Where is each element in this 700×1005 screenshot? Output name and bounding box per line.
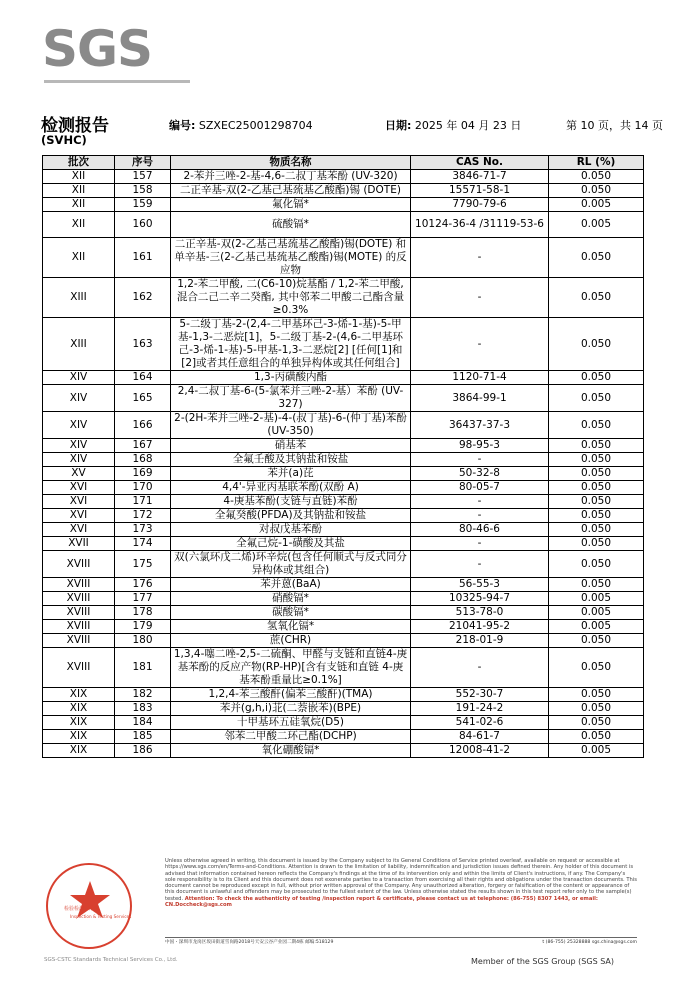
report-number-label: 编号:	[169, 119, 196, 132]
cell-rl: 0.050	[549, 467, 644, 481]
seal-en-text: Inspection & Testing Services	[70, 914, 132, 919]
table-header-row	[43, 156, 644, 170]
cell-no: 163	[115, 318, 171, 371]
cell-batch: XVI	[43, 481, 115, 495]
inspection-seal	[44, 863, 178, 963]
cell-substance: 2-(2H-苯并三唑-2-基)-4-(叔丁基)-6-(仲丁基)苯酚 (UV-350)	[171, 412, 411, 439]
cell-batch: XIV	[43, 371, 115, 385]
cell-batch: XVIII	[43, 578, 115, 592]
cell-cas: -	[411, 551, 549, 578]
cell-cas: -	[411, 537, 549, 551]
table-row	[43, 509, 644, 523]
page-indicator: 第 10 页，共 14 页	[566, 119, 663, 132]
cell-rl: 0.050	[549, 453, 644, 467]
cell-substance: 苯并(g,h,i)苝(二萘嵌苯)(BPE)	[171, 702, 411, 716]
cell-rl: 0.050	[549, 523, 644, 537]
cell-cas: -	[411, 509, 549, 523]
cell-substance: 十甲基环五硅氧烷(D5)	[171, 716, 411, 730]
cell-substance: 氢氧化镉*	[171, 620, 411, 634]
cell-batch: XVIII	[43, 606, 115, 620]
cell-cas: 552-30-7	[411, 688, 549, 702]
cell-cas: -	[411, 238, 549, 278]
cell-substance: 全氟癸酸(PFDA)及其钠盐和铵盐	[171, 509, 411, 523]
attention-text: Attention: To check the authenticity of testing /inspection report & certificate, please contact us at telephone: (86-755) 8307 1443, or email: CN.Doccheck@sgs.com	[165, 895, 598, 909]
logo-underline	[44, 80, 190, 83]
table-row	[43, 523, 644, 537]
cell-rl: 0.050	[549, 716, 644, 730]
table-row	[43, 170, 644, 184]
table-row	[43, 606, 644, 620]
cell-rl: 0.050	[549, 385, 644, 412]
table-row	[43, 702, 644, 716]
cell-no: 158	[115, 184, 171, 198]
cell-batch: XVIII	[43, 634, 115, 648]
cell-substance: 氧化硼酸镉*	[171, 744, 411, 758]
cell-batch: XIX	[43, 716, 115, 730]
col-header-batch: 批次	[43, 156, 115, 170]
cell-rl: 0.050	[549, 495, 644, 509]
table-row	[43, 412, 644, 439]
cell-substance: 全氟己烷-1-磺酸及其盐	[171, 537, 411, 551]
cell-batch: XII	[43, 184, 115, 198]
cell-rl: 0.005	[549, 592, 644, 606]
cell-cas: 15571-58-1	[411, 184, 549, 198]
cell-rl: 0.050	[549, 730, 644, 744]
cell-no: 179	[115, 620, 171, 634]
phone-text: t (86-755) 25328888	[542, 940, 591, 945]
table-row	[43, 648, 644, 688]
cell-no: 157	[115, 170, 171, 184]
cell-rl: 0.050	[549, 439, 644, 453]
cell-no: 170	[115, 481, 171, 495]
cell-rl: 0.050	[549, 278, 644, 318]
cell-batch: XIX	[43, 744, 115, 758]
report-title: 检测报告	[41, 116, 109, 136]
cell-cas: 3864-99-1	[411, 385, 549, 412]
cell-rl: 0.005	[549, 212, 644, 238]
table-row	[43, 212, 644, 238]
logo-text: SGS	[42, 20, 153, 78]
table-row	[43, 453, 644, 467]
table-row	[43, 716, 644, 730]
table-row	[43, 744, 644, 758]
member-line: Member of the SGS Group (SGS SA)	[471, 957, 615, 966]
cell-substance: 硝基苯	[171, 439, 411, 453]
cell-batch: XV	[43, 467, 115, 481]
cell-substance: 1,2-苯二甲酸, 二(C6-10)烷基酯 / 1,2-苯二甲酸, 混合二己二辛二癸酯, 其中邻苯二甲酸二己酯含量≥0.3%	[171, 278, 411, 318]
cell-batch: XVIII	[43, 648, 115, 688]
cell-batch: XIV	[43, 453, 115, 467]
sgs-logo	[40, 20, 180, 82]
cell-substance: 2,4-二叔丁基-6-(5-氯苯并三唑-2-基）苯酚 (UV-327)	[171, 385, 411, 412]
cell-batch: XIV	[43, 385, 115, 412]
cell-batch: XVIII	[43, 620, 115, 634]
table-row	[43, 371, 644, 385]
cell-batch: XVI	[43, 523, 115, 537]
cell-no: 161	[115, 238, 171, 278]
cell-substance: 苯并(a)芘	[171, 467, 411, 481]
cell-substance: 碳酸镉*	[171, 606, 411, 620]
cell-batch: XVI	[43, 495, 115, 509]
cell-substance: 双(六氯环戊二烯)环辛烷(包含任何顺式与反式同分异构体或其组合)	[171, 551, 411, 578]
cell-rl: 0.050	[549, 537, 644, 551]
table-row	[43, 578, 644, 592]
cell-cas: 1120-71-4	[411, 371, 549, 385]
cell-substance: 1,3,4-噻二唑-2,5-二硫酮、甲醛与支链和直链4-庚基苯酚的反应产物(RP-HP)[含有支链和直链 4-庚基苯酚重量比≥0.1%]	[171, 648, 411, 688]
cell-cas: 191-24-2	[411, 702, 549, 716]
cell-substance: 二正辛基-双(2-乙基己基巯基乙酸酯)锡(DOTE) 和单辛基-三(2-乙基己基巯基乙酸酯)锡(MOTE) 的反应物	[171, 238, 411, 278]
cell-substance: 硝酸镉*	[171, 592, 411, 606]
table-row	[43, 198, 644, 212]
cell-rl: 0.050	[549, 412, 644, 439]
cell-rl: 0.050	[549, 648, 644, 688]
table-row	[43, 439, 644, 453]
cell-batch: XIV	[43, 412, 115, 439]
table-row	[43, 620, 644, 634]
report-date	[385, 117, 521, 133]
cell-substance: 氟化镉*	[171, 198, 411, 212]
cell-substance: 硫酸镉*	[171, 212, 411, 238]
disclaimer-text: Unless otherwise agreed in writing, this document is issued by the Company subject to its General Conditions of Service printed overleaf, available on request or accessible at https://www.sgs.com/en/Terms-and-Conditions. Attention is drawn to the limitation of liability, indemnification and jurisdiction issues defined therein. Any holder of this document is advised that information contained hereon reflects the Company's findings at the time of its intervention only and within the limits of Client's instructions, if any. The Company's sole responsibility is to its Client and this document does not exonerate parties to a transaction from exercising all their rights and obligations under the transaction documents. This document cannot be reproduced except in full, without prior written approval of the Company. Any unauthorized alteration, forgery or falsification of the content or appearance of this document is unlawful and offenders may be prosecuted to the fullest extent of the law. Unless otherwise stated the results shown in this test report refer only to the sample(s) tested.	[165, 858, 637, 902]
cell-batch: XVI	[43, 509, 115, 523]
cell-cas: -	[411, 318, 549, 371]
cell-substance: 2-苯并三唑-2-基-4,6-二叔丁基苯酚 (UV-320)	[171, 170, 411, 184]
cell-no: 177	[115, 592, 171, 606]
star-icon	[65, 879, 115, 919]
cell-batch: XIX	[43, 702, 115, 716]
table-row	[43, 537, 644, 551]
cell-cas: 56-55-3	[411, 578, 549, 592]
cell-batch: XVII	[43, 537, 115, 551]
cell-cas: 36437-37-3	[411, 412, 549, 439]
table-row	[43, 467, 644, 481]
footer	[42, 855, 642, 965]
cell-cas: 541-02-6	[411, 716, 549, 730]
cell-rl: 0.005	[549, 744, 644, 758]
cell-no: 183	[115, 702, 171, 716]
address-line	[165, 937, 637, 946]
cell-rl: 0.050	[549, 509, 644, 523]
cell-no: 184	[115, 716, 171, 730]
cell-batch: XIX	[43, 730, 115, 744]
cell-no: 182	[115, 688, 171, 702]
cell-cas: 12008-41-2	[411, 744, 549, 758]
cell-batch: XIV	[43, 439, 115, 453]
cell-no: 168	[115, 453, 171, 467]
cell-cas: 80-05-7	[411, 481, 549, 495]
cell-rl: 0.050	[549, 578, 644, 592]
table-row	[43, 481, 644, 495]
cell-substance: 5-二级丁基-2-(2,4-二甲基环己-3-烯-1-基)-5-甲基-1,3-二恶烷[1]，5-二级丁基-2-(4,6-二甲基环己-3-烯-1-基)-5-甲基-1,3-二恶烷[2] [任何[1]和[2]或者其任意组合的单独异构体或其任何组合]	[171, 318, 411, 371]
cell-cas: -	[411, 453, 549, 467]
cell-rl: 0.050	[549, 184, 644, 198]
cell-rl: 0.050	[549, 702, 644, 716]
cell-cas: 218-01-9	[411, 634, 549, 648]
report-date-label: 日期:	[385, 119, 412, 132]
cell-no: 178	[115, 606, 171, 620]
cell-no: 174	[115, 537, 171, 551]
cell-cas: 10325-94-7	[411, 592, 549, 606]
cell-no: 181	[115, 648, 171, 688]
cell-cas: 3846-71-7	[411, 170, 549, 184]
cell-rl: 0.050	[549, 238, 644, 278]
cell-cas: -	[411, 495, 549, 509]
cell-substance: 邻苯二甲酸二环己酯(DCHP)	[171, 730, 411, 744]
cell-no: 180	[115, 634, 171, 648]
table-row	[43, 592, 644, 606]
cell-cas: -	[411, 648, 549, 688]
cell-no: 164	[115, 371, 171, 385]
cell-rl: 0.050	[549, 481, 644, 495]
col-header-no: 序号	[115, 156, 171, 170]
cell-no: 166	[115, 412, 171, 439]
cell-batch: XII	[43, 212, 115, 238]
cell-rl: 0.005	[549, 620, 644, 634]
cell-rl: 0.005	[549, 198, 644, 212]
cell-cas: 80-46-6	[411, 523, 549, 537]
cell-batch: XII	[43, 170, 115, 184]
cell-substance: 对叔戊基苯酚	[171, 523, 411, 537]
report-number	[169, 117, 313, 133]
table-row	[43, 238, 644, 278]
cell-batch: XIX	[43, 688, 115, 702]
svhc-table	[42, 155, 644, 758]
cell-no: 165	[115, 385, 171, 412]
cell-substance: 1,2,4-苯三酸酐(偏苯三酸酐)(TMA)	[171, 688, 411, 702]
cell-batch: XVIII	[43, 551, 115, 578]
cell-substance: 1,3-丙磺酸内酯	[171, 371, 411, 385]
table-row	[43, 634, 644, 648]
cell-substance: 二正辛基-双(2-乙基己基巯基乙酸酯)锡 (DOTE)	[171, 184, 411, 198]
cell-substance: 苯并蒽(BaA)	[171, 578, 411, 592]
cell-cas: 84-61-7	[411, 730, 549, 744]
seal-cn-text: 检验检测专用章	[64, 906, 100, 912]
cell-cas: 50-32-8	[411, 467, 549, 481]
col-header-cas: CAS No.	[411, 156, 549, 170]
cell-rl: 0.050	[549, 551, 644, 578]
website-text: sgs.china@sgs.com	[591, 940, 637, 945]
cell-rl: 0.050	[549, 170, 644, 184]
cell-cas: 7790-79-6	[411, 198, 549, 212]
cell-no: 169	[115, 467, 171, 481]
cell-cas: -	[411, 278, 549, 318]
cell-substance: 4-庚基苯酚(支链与直链)苯酚	[171, 495, 411, 509]
cell-batch: XVIII	[43, 592, 115, 606]
address-text: 中国・深圳市龙岗区坂田街道雪岗路2018号天安云谷产业园二期4栋	[165, 940, 304, 945]
cell-rl: 0.050	[549, 688, 644, 702]
cell-no: 175	[115, 551, 171, 578]
table-row	[43, 184, 644, 198]
report-number-value: SZXEC25001298704	[198, 119, 313, 132]
cell-no: 173	[115, 523, 171, 537]
cell-substance: 全氟壬酸及其钠盐和铵盐	[171, 453, 411, 467]
cell-no: 185	[115, 730, 171, 744]
cell-batch: XII	[43, 238, 115, 278]
cell-cas: 513-78-0	[411, 606, 549, 620]
col-header-rl: RL (%)	[549, 156, 644, 170]
report-date-value: 2025 年 04 月 23 日	[414, 119, 522, 132]
cell-cas: 10124-36-4 /31119-53-6	[411, 212, 549, 238]
table-row	[43, 551, 644, 578]
table-row	[43, 688, 644, 702]
cell-no: 176	[115, 578, 171, 592]
cell-rl: 0.050	[549, 318, 644, 371]
legal-disclaimer	[165, 858, 637, 908]
cell-no: 159	[115, 198, 171, 212]
cell-cas: 21041-95-2	[411, 620, 549, 634]
table-body	[43, 170, 644, 758]
table-row	[43, 495, 644, 509]
table-row	[43, 730, 644, 744]
cell-no: 171	[115, 495, 171, 509]
cell-rl: 0.050	[549, 634, 644, 648]
cell-substance: 4,4'-异亚丙基联苯酚(双酚 A)	[171, 481, 411, 495]
cell-batch: XII	[43, 198, 115, 212]
cell-rl: 0.050	[549, 371, 644, 385]
cell-no: 172	[115, 509, 171, 523]
col-header-substance: 物质名称	[171, 156, 411, 170]
seal-caption: SGS-CSTC Standards Technical Services Co., Ltd.	[44, 957, 178, 963]
report-subtitle: (SVHC)	[41, 133, 87, 147]
cell-no: 186	[115, 744, 171, 758]
table-row	[43, 318, 644, 371]
cell-batch: XIII	[43, 318, 115, 371]
cell-batch: XIII	[43, 278, 115, 318]
cell-rl: 0.005	[549, 606, 644, 620]
cell-no: 160	[115, 212, 171, 238]
cell-substance: 蔗(CHR)	[171, 634, 411, 648]
cell-no: 162	[115, 278, 171, 318]
table-row	[43, 278, 644, 318]
cell-cas: 98-95-3	[411, 439, 549, 453]
postcode-text: 邮编:518129	[305, 940, 334, 945]
cell-no: 167	[115, 439, 171, 453]
table-row	[43, 385, 644, 412]
